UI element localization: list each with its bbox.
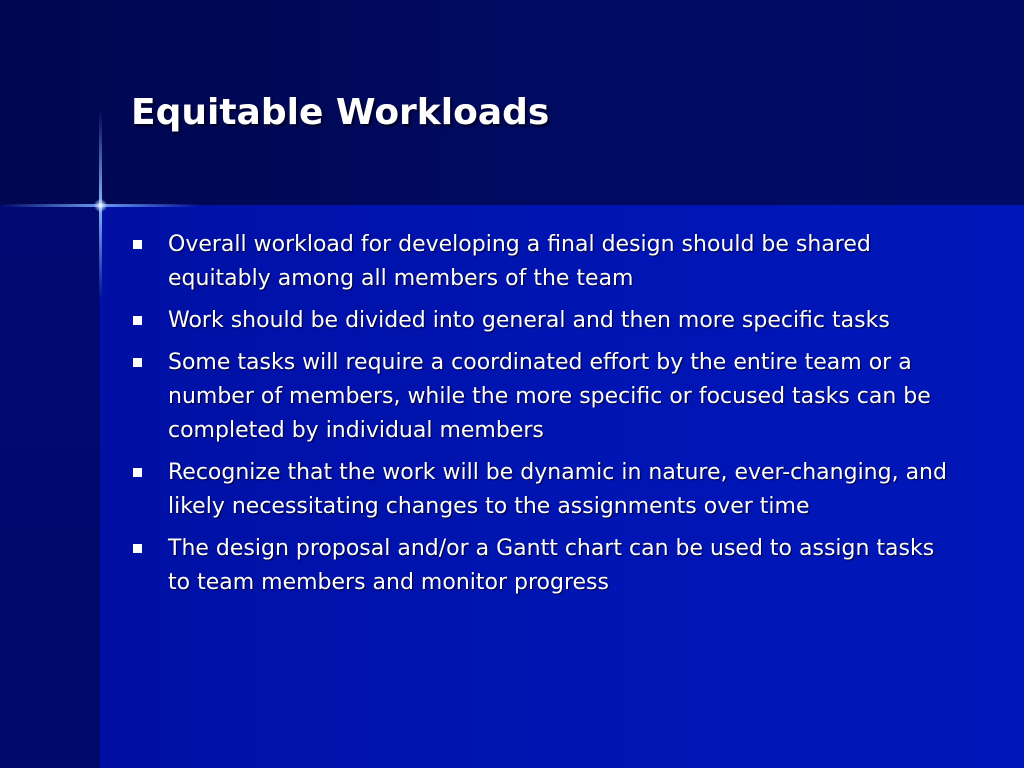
left-panel [0, 205, 100, 768]
square-bullet-icon [133, 544, 142, 553]
square-bullet-icon [133, 240, 142, 249]
bullet-text: Work should be divided into general and then more specific tasks [168, 308, 890, 333]
bullet-text: The design proposal and/or a Gantt chart can be used to assign tasks to team members and monitor progress [168, 536, 935, 595]
bullet-text: Overall workload for developing a final design should be shared equitably among all members of the team [168, 232, 871, 291]
bullet-item [131, 346, 961, 448]
bullet-item [131, 228, 961, 296]
bullet-list [131, 228, 961, 608]
slide-title: Equitable Workloads [131, 92, 550, 133]
square-bullet-icon [133, 468, 142, 477]
square-bullet-icon [133, 358, 142, 367]
bullet-text: Recognize that the work will be dynamic in nature, ever-changing, and likely necessitating changes to the assignments over time [168, 460, 947, 519]
bullet-item [131, 304, 961, 338]
sparkle-core [94, 199, 107, 212]
bullet-item [131, 532, 961, 600]
bullet-item [131, 456, 961, 524]
bullet-text: Some tasks will require a coordinated effort by the entire team or a number of members, while the more specific or focused tasks can be completed by individual members [168, 350, 931, 443]
square-bullet-icon [133, 316, 142, 325]
